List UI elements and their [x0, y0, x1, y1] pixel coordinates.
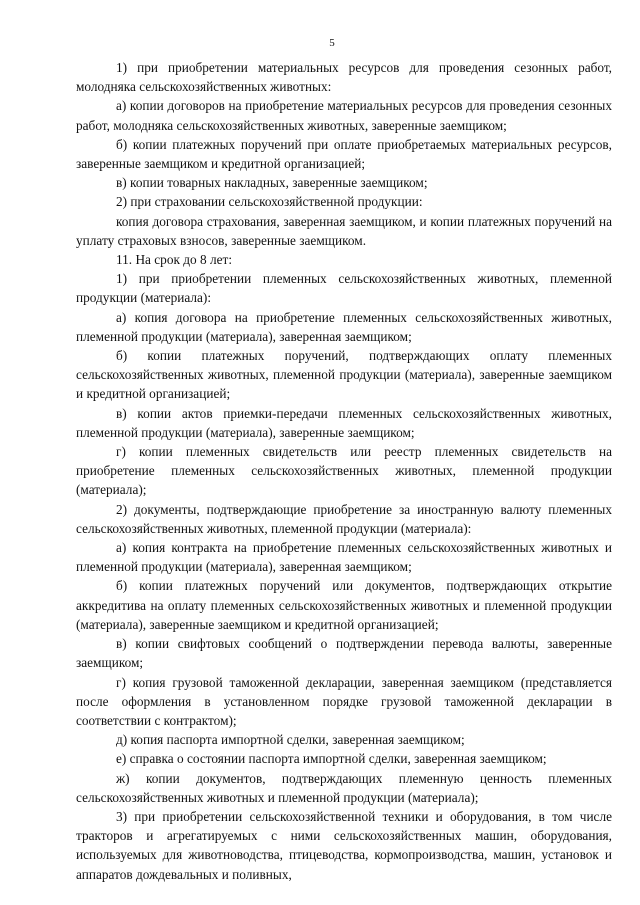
- paragraph: 1) при приобретении племенных сельскохозяйственных животных, племенной продукции (материала):: [76, 271, 612, 306]
- paragraph: в) копии актов приемки-передачи племенных сельскохозяйственных животных, племенной продукции (материала), заверенные заемщиком;: [76, 405, 612, 440]
- document-body: [76, 58, 612, 884]
- paragraph: д) копия паспорта импортной сделки, заверенная заемщиком;: [116, 732, 465, 748]
- paragraph: 1) при приобретении материальных ресурсов для проведения сезонных работ, молодняка сельскохозяйственных животных:: [76, 60, 612, 95]
- paragraph: б) копии платежных поручений, подтверждающих оплату племенных сельскохозяйственных животных, племенной продукции (материала), заверенные заемщиком и кредитной организацией;: [76, 348, 612, 402]
- paragraph: 2) при страховании сельскохозяйственной продукции:: [116, 194, 423, 210]
- paragraph: б) копии платежных поручений при оплате приобретаемых материальных ресурсов, заверенные заемщиком и кредитной организацией;: [76, 136, 612, 172]
- paragraph: в) копии свифтовых сообщений о подтверждении перевода валюты, заверенные заемщиком;: [76, 636, 612, 671]
- paragraph: г) копии племенных свидетельств или реестр племенных свидетельств на приобретение племенных сельскохозяйственных животных, племенной продукции (материала);: [76, 444, 612, 498]
- paragraph: 2) документы, подтверждающие приобретение за иностранную валюту племенных сельскохозяйственных животных, племенной продукции (материала):: [76, 501, 612, 536]
- page-number: 5: [329, 37, 335, 49]
- paragraph: ж) копии документов, подтверждающих племенную ценность племенных сельскохозяйственных животных и племенной продукции (материала);: [76, 770, 612, 805]
- paragraph: а) копия контракта на приобретение племенных сельскохозяйственных животных и племенной продукции (материала), заверенная заемщиком;: [76, 540, 612, 575]
- paragraph: 3) при приобретении сельскохозяйственной техники и оборудования, в том числе тракторов и агрегатируемых с ними сельскохозяйственных машин, оборудования, используемых для животноводства, птицеводства, кормопроизводства, машин, установок и аппаратов дождевальных и поливных,: [76, 808, 612, 882]
- paragraph: а) копия договора на приобретение племенных сельскохозяйственных животных, племенной продукции (материала), заверенная заемщиком;: [76, 309, 612, 344]
- paragraph: б) копии платежных поручений или документов, подтверждающих открытие аккредитива на оплату племенных сельскохозяйственных животных и племенной продукции (материала), заверенные заемщиком и кредитной организацией;: [76, 578, 612, 632]
- paragraph: в) копии товарных накладных, заверенные заемщиком;: [116, 175, 428, 191]
- paragraph: 11. На срок до 8 лет:: [116, 252, 233, 268]
- paragraph: копия договора страхования, заверенная заемщиком, и копии платежных поручений на уплату страховых взносов, заверенные заемщиком.: [76, 213, 612, 248]
- paragraph: е) справка о состоянии паспорта импортной сделки, заверенная заемщиком;: [116, 751, 547, 767]
- paragraph: г) копия грузовой таможенной декларации, заверенная заемщиком (представляется после оформления в установленном порядке грузовой таможенной декларации в соответствии с контрактом);: [76, 674, 612, 728]
- paragraph: а) копии договоров на приобретение материальных ресурсов для проведения сезонных работ, молодняка сельскохозяйственных животных, заверенные заемщиком;: [76, 98, 612, 133]
